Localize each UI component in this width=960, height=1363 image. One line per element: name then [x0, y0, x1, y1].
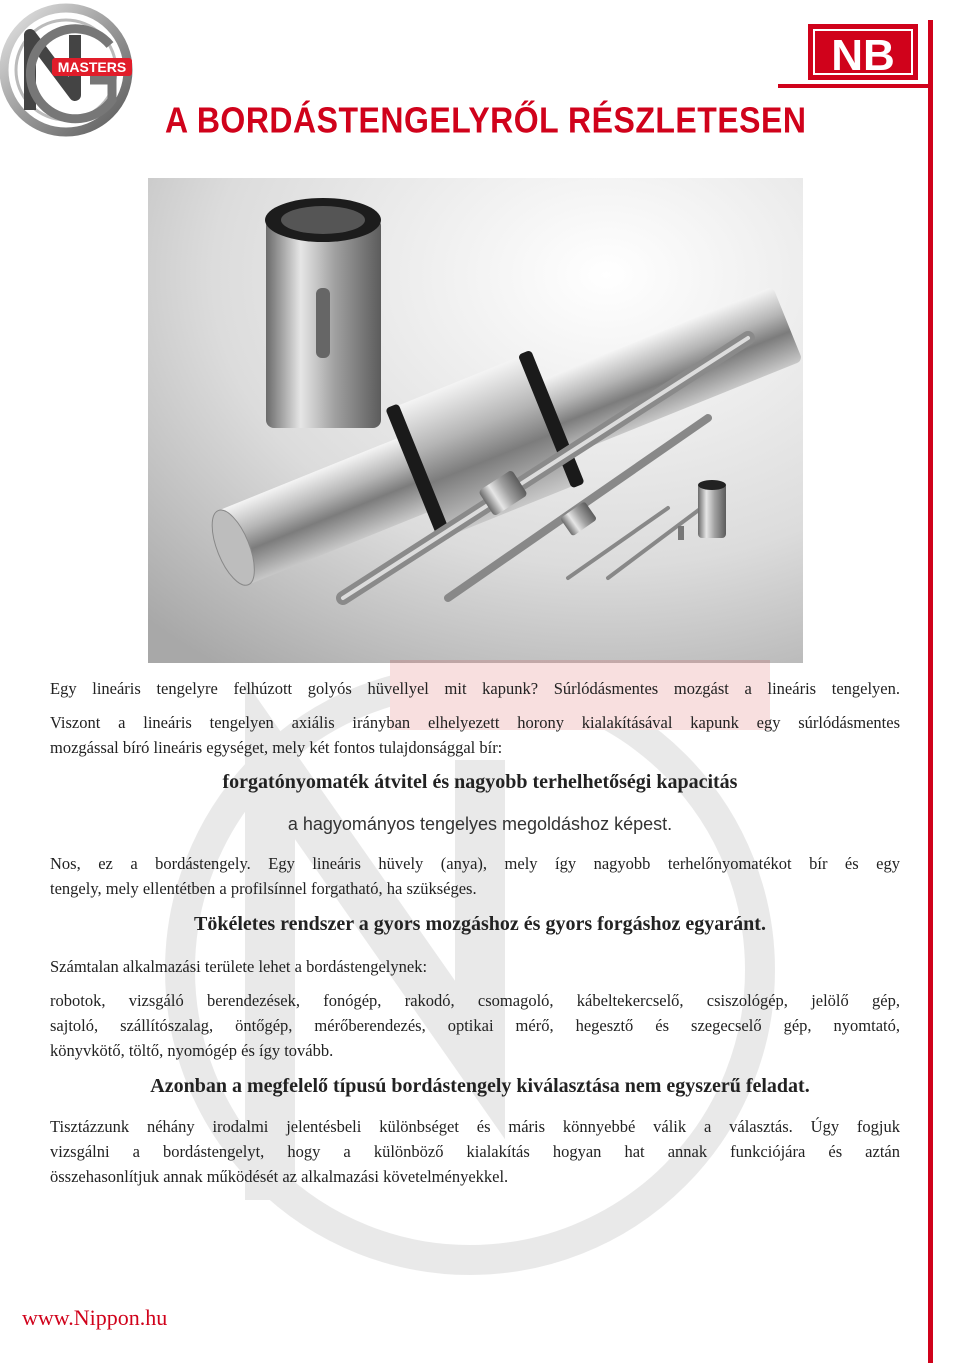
paragraph-intro: Egy lineáris tengelyre felhúzott golyós hüvellyel mit kapunk? Súrlódásmentes mozgást a lineáris tengelyen. — [50, 679, 900, 698]
paragraph-6-line-3: összehasonlítjuk annak működését az alkalmazási követelményekkel. — [50, 1167, 509, 1186]
applications-line-3: könyvkötő, töltő, nyomógép és így tovább. — [50, 1041, 334, 1060]
footer-url-link[interactable]: www.Nippon.hu — [22, 1305, 168, 1330]
paragraph-2-line-2: mozgással bíró lineáris egységet, mely két fontos tulajdonsággal bír: — [50, 738, 503, 757]
highlight-torque-sub: a hagyományos tengelyes megoldáshoz képest. — [287, 814, 673, 834]
paragraph-6-line-1: Tisztázzunk néhány irodalmi jelentésbeli különbséget és máris könnyebbé válik a választás. Úgy fogjuk — [50, 1117, 900, 1136]
highlight-torque: forgatónyomaték átvitel és nagyobb terhelhetőségi kapacitás — [222, 771, 738, 793]
paragraph-3-line-1: Nos, ez a bordástengely. Egy lineáris hüvely (anya), mely így nagyobb terhelőnyomatékot bír és egy — [50, 854, 900, 873]
spline-shaft-photo — [148, 178, 803, 663]
red-header-line — [778, 84, 933, 88]
logo-nb-text: NB — [831, 31, 895, 80]
nb-logo — [778, 18, 928, 86]
paragraph-6-line-2: vizsgálni a bordástengelyt, hogy a különböző kialakítás hogyan hat annak funkciójára és aztán — [50, 1142, 900, 1161]
paragraph-3-line-2: tengely, mely ellentétben a profilsínnel forgatható, ha szükséges. — [50, 879, 477, 898]
logo-masters-text: MASTERS — [57, 59, 127, 75]
red-border-line — [928, 20, 933, 1363]
page-title: A BORDÁSTENGELYRŐL RÉSZLETESEN — [165, 100, 807, 141]
paragraph-applications-intro: Számtalan alkalmazási területe lehet a bordástengelynek: — [50, 957, 428, 976]
masters-logo — [0, 0, 140, 150]
highlight-perfect-system: Tökéletes rendszer a gyors mozgáshoz és gyors forgáshoz egyaránt. — [194, 913, 766, 935]
applications-line-1: robotok, vizsgáló berendezések, fonógép, rakodó, csomagoló, kábeltekercselő, csiszológép, jelölő gép, — [50, 991, 900, 1010]
applications-line-2: sajtoló, szállítószalag, öntőgép, mérőberendezés, optikai mérő, hegesztő és szegecselő gép, nyomtató, — [50, 1016, 900, 1035]
highlight-selection: Azonban a megfelelő típusú bordástengely kiválasztása nem egyszerű feladat. — [150, 1075, 810, 1097]
paragraph-2-line-1: Viszont a lineáris tengelyen axiális irányban elhelyezett horony kialakításával kapunk egy súrlódásmentes — [50, 713, 900, 732]
